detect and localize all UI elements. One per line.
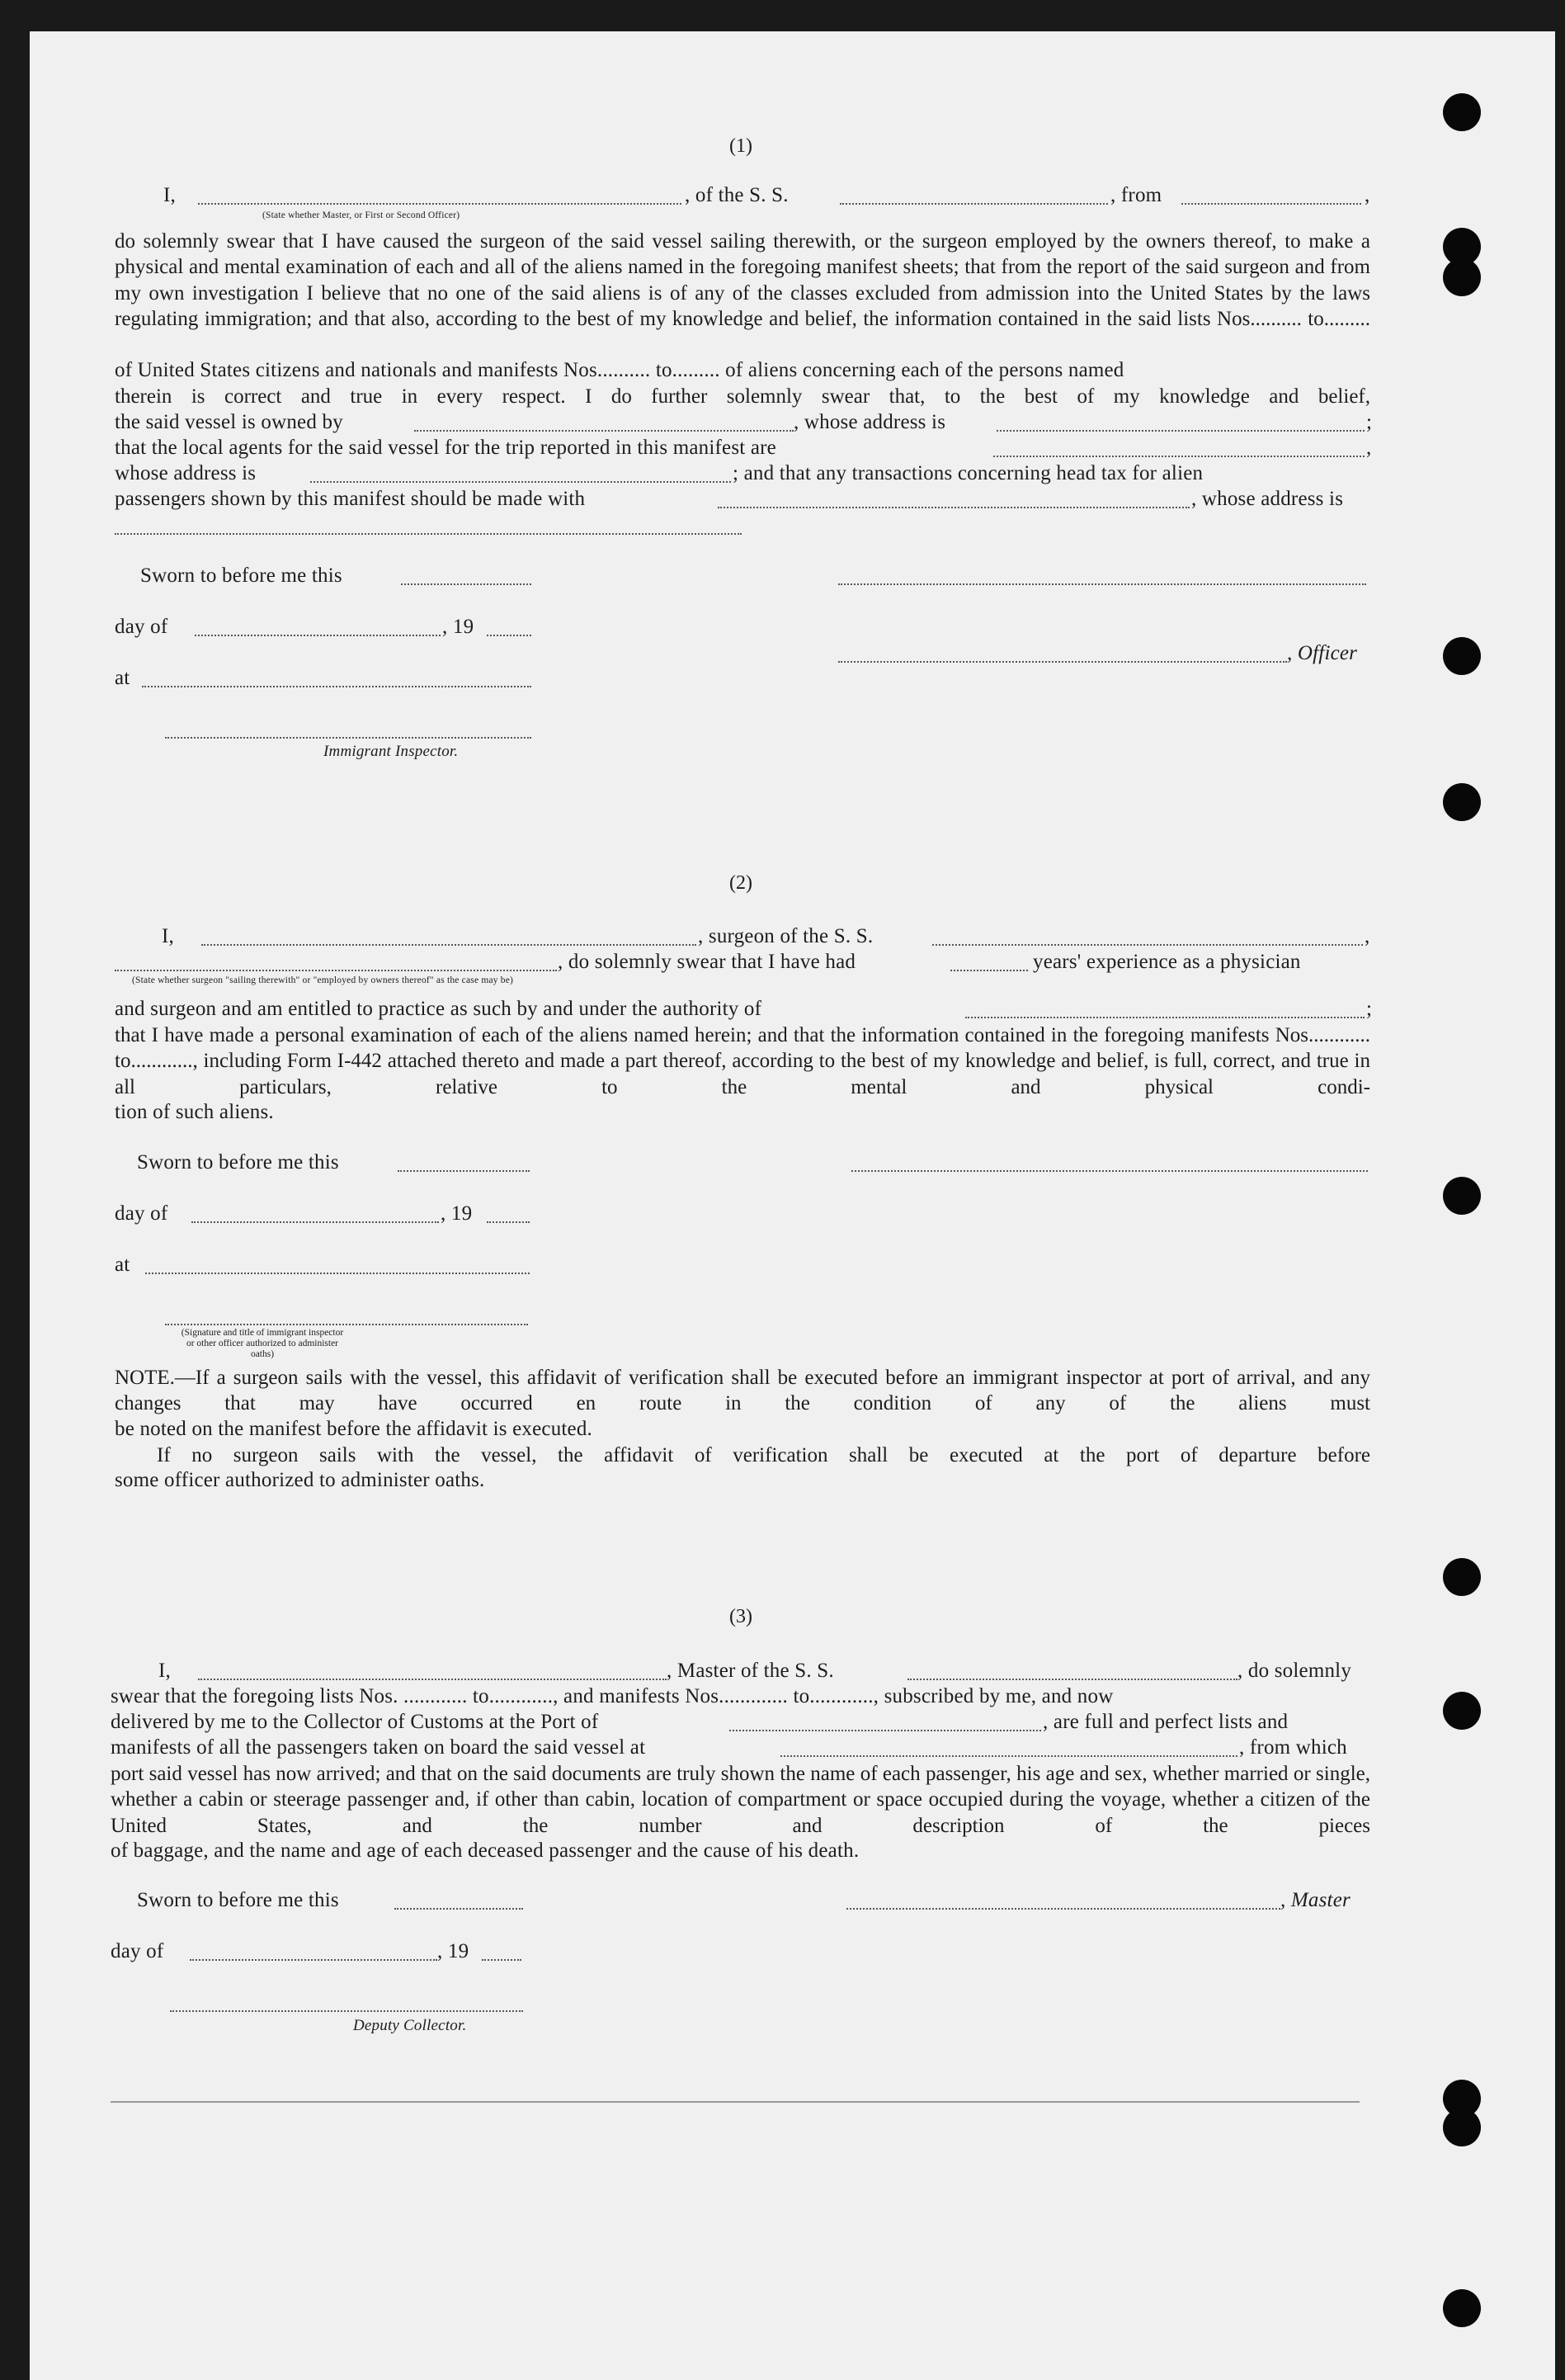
- s2-surgeon-name-blank: [201, 944, 696, 946]
- s3-master-label: , Master: [1280, 1889, 1351, 1911]
- s2-note-paragraph: NOTE.—If a surgeon sails with the vessel, this affidavit of verification shall be executed before an immigrant inspector at port of arrival, and any changes that may have occurred en route in the condition of any of the aliens must: [115, 1367, 1370, 1415]
- s1-owner-address-blank: [997, 430, 1365, 432]
- section-2-number: (2): [729, 872, 752, 894]
- s3-line4-lead: manifests of all the passengers taken on board the said vessel at: [111, 1736, 646, 1759]
- s1-inspector-blank: [165, 737, 531, 739]
- s1-officer-note: (State whether Master, or First or Second Officer): [262, 210, 460, 220]
- s1-line1-end: , from: [1110, 184, 1162, 206]
- s3-vessel-blank: [907, 1679, 1237, 1680]
- s3-collector-blank: [170, 2010, 523, 2012]
- s1-year: , 19: [442, 616, 474, 638]
- s3-line3-end: , are full and perfect lists and: [1043, 1711, 1289, 1733]
- scan-border-top: [0, 0, 1565, 31]
- s2-sailing-blank: [115, 970, 557, 971]
- s2-day-blank: [191, 1221, 439, 1223]
- s2-inspector-blank: [165, 1324, 528, 1325]
- s1-officer-label: , Officer: [1287, 642, 1358, 664]
- punch-hole: [1443, 1692, 1481, 1730]
- s2-line1-mid: , surgeon of the S. S.: [698, 925, 874, 947]
- s2-at: at: [115, 1254, 130, 1276]
- s3-day-of: day of: [111, 1940, 164, 1962]
- s1-name-blank: [198, 203, 681, 205]
- punch-hole: [1443, 2289, 1481, 2327]
- s3-collector-label: Deputy Collector.: [353, 2017, 467, 2034]
- s1-vessel-blank: [840, 203, 1108, 205]
- s2-authority-blank: [965, 1017, 1365, 1018]
- s3-master-signature-blank: [846, 1908, 1280, 1910]
- s1-head-tax-address-blank: [115, 533, 742, 535]
- s1-owner-blank: [414, 430, 794, 432]
- s1-whose-lead: whose address is: [115, 462, 257, 484]
- s1-signature-blank: [838, 583, 1366, 585]
- s3-master-name-blank: [198, 1679, 667, 1680]
- s1-line-therein: therein is correct and true in every respect. I do further solemnly swear that, to the best of my knowledge and belief,: [115, 385, 1370, 408]
- s2-surgeon-note: (State whether surgeon "sailing therewith" or "employed by owners thereof" as the case may be): [132, 975, 514, 985]
- s1-agents-end: ,: [1366, 437, 1372, 459]
- s1-line1-mid: , of the S. S.: [685, 184, 789, 206]
- s1-paragraph: do solemnly swear that I have caused the surgeon of the said vessel sailing therewith, or the surgeon employed by the owners thereof, to make a physical and mental examination of each and all of the aliens named in the foregoing manifest sheets; that from the report of the said surgeon and from my own investigation I believe that no one of the said aliens is of any of the classes excluded from admission into the United States by the laws regulating immigration; and that also, according to the best of my knowledge and belief, the information contained in the said lists Nos.......... to.........: [115, 230, 1370, 330]
- s3-sworn-blank: [394, 1908, 523, 1910]
- s1-inspector-label: Immigrant Inspector.: [323, 743, 459, 760]
- s1-agents-blank: [993, 456, 1365, 457]
- s3-line1-end: , do solemnly: [1237, 1660, 1352, 1682]
- s1-day-of: day of: [115, 616, 168, 638]
- punch-hole: [1443, 258, 1481, 296]
- s1-day-blank: [195, 635, 441, 636]
- s1-passengers-end: , whose address is: [1191, 488, 1344, 510]
- s2-line1-end: ,: [1365, 925, 1370, 947]
- s1-sworn-blank: [401, 583, 531, 585]
- s1-line1-lead: I,: [163, 184, 176, 206]
- punch-hole: [1443, 2108, 1481, 2146]
- s3-line2: swear that the foregoing lists Nos. ............ to............, and manifests Nos............. to............, subscribed by me, and now: [111, 1685, 1114, 1707]
- s2-years-blank: [950, 970, 1028, 971]
- punch-hole: [1443, 783, 1481, 821]
- s1-at-blank: [142, 686, 531, 687]
- s2-line2-end: years' experience as a physician: [1033, 951, 1301, 973]
- s1-passengers-lead: passengers shown by this manifest should be made with: [115, 488, 586, 510]
- bottom-rule: [111, 2101, 1360, 2103]
- s2-last-line: tion of such aliens.: [115, 1101, 274, 1123]
- s3-line1-lead: I,: [158, 1660, 171, 1682]
- s3-line1-mid: , Master of the S. S.: [667, 1660, 834, 1682]
- s2-at-blank: [145, 1273, 530, 1274]
- s2-note2-last: some officer authorized to administer oaths.: [115, 1469, 485, 1491]
- punch-hole: [1443, 637, 1481, 675]
- s2-year: , 19: [441, 1202, 473, 1225]
- s1-agents-lead: that the local agents for the said vessel for the trip reported in this manifest are: [115, 437, 776, 459]
- s1-sworn: Sworn to before me this: [140, 564, 342, 587]
- s2-sworn-blank: [398, 1170, 530, 1172]
- s1-owned-lead: the said vessel is owned by: [115, 411, 343, 433]
- punch-hole: [1443, 1177, 1481, 1215]
- s3-year-blank: [482, 1959, 521, 1961]
- s2-line3-end: ;: [1366, 998, 1373, 1020]
- s1-owned-end: ;: [1366, 411, 1373, 433]
- s3-taken-at-blank: [780, 1755, 1237, 1757]
- punch-hole: [1443, 93, 1481, 131]
- s1-year-blank: [487, 635, 531, 636]
- s2-line1-lead: I,: [162, 925, 174, 947]
- s2-line3-lead: and surgeon and am entitled to practice as such by and under the authority of: [115, 998, 762, 1020]
- s2-line2-mid: , do solemnly swear that I have had: [558, 951, 856, 973]
- scan-border-left: [0, 0, 30, 2380]
- s1-officer-blank: [838, 661, 1287, 663]
- s2-vessel-blank: [932, 944, 1363, 946]
- scan-border-right: [1555, 0, 1565, 2380]
- s1-whose-end: ; and that any transactions concerning head tax for alien: [733, 462, 1204, 484]
- s2-year-blank: [487, 1221, 530, 1223]
- section-1-number: (1): [729, 135, 752, 157]
- s1-line1-comma: ,: [1365, 184, 1370, 206]
- section-3-number: (3): [729, 1606, 752, 1627]
- s3-year: , 19: [437, 1940, 469, 1962]
- s3-line3-lead: delivered by me to the Collector of Customs at the Port of: [111, 1711, 599, 1733]
- s2-paragraph: that I have made a personal examination of each of the aliens named herein; and that the information contained in the foregoing manifests Nos............ to............, including Form I-442 attached thereto and made a part thereof, according to the best of my knowledge and belief, is full, correct, and true in all particulars, relative to the mental and physical condi-: [115, 1024, 1370, 1098]
- s2-day-of: day of: [115, 1202, 168, 1225]
- s1-owned-mid: , whose address is: [794, 411, 946, 433]
- s3-last-line: of baggage, and the name and age of each deceased passenger and the cause of his death.: [111, 1839, 860, 1862]
- s3-line4-end: , from which: [1239, 1736, 1347, 1759]
- s3-port-blank: [729, 1730, 1041, 1731]
- punch-hole: [1443, 1558, 1481, 1596]
- s2-note2-paragraph: If no surgeon sails with the vessel, the affidavit of verification shall be executed at the port of departure before: [157, 1444, 1370, 1466]
- s1-head-tax-blank: [718, 507, 1190, 508]
- s3-paragraph: port said vessel has now arrived; and that on the said documents are truly shown the name of each passenger, his age and sex, whether married or single, whether a cabin or steerage passenger and, if other than cabin, location of compartment or space occupied during the voyage, whether a citizen of the United States, and the number and description of the pieces: [111, 1763, 1370, 1837]
- s1-from-blank: [1181, 203, 1361, 205]
- s3-sworn: Sworn to before me this: [137, 1889, 339, 1911]
- s2-note-last: be noted on the manifest before the affidavit is executed.: [115, 1418, 592, 1440]
- s2-signature-blank: [851, 1170, 1368, 1172]
- s3-day-blank: [190, 1959, 437, 1961]
- s2-signature-note: (Signature and title of immigrant inspector or other officer authorized to administer oaths): [181, 1328, 344, 1359]
- s1-agents-address-blank: [310, 481, 731, 483]
- s1-line-citizens: of United States citizens and nationals and manifests Nos.......... to......... of aliens concerning each of the persons named: [115, 359, 1124, 381]
- s1-at: at: [115, 667, 130, 689]
- s2-sworn: Sworn to before me this: [137, 1151, 339, 1173]
